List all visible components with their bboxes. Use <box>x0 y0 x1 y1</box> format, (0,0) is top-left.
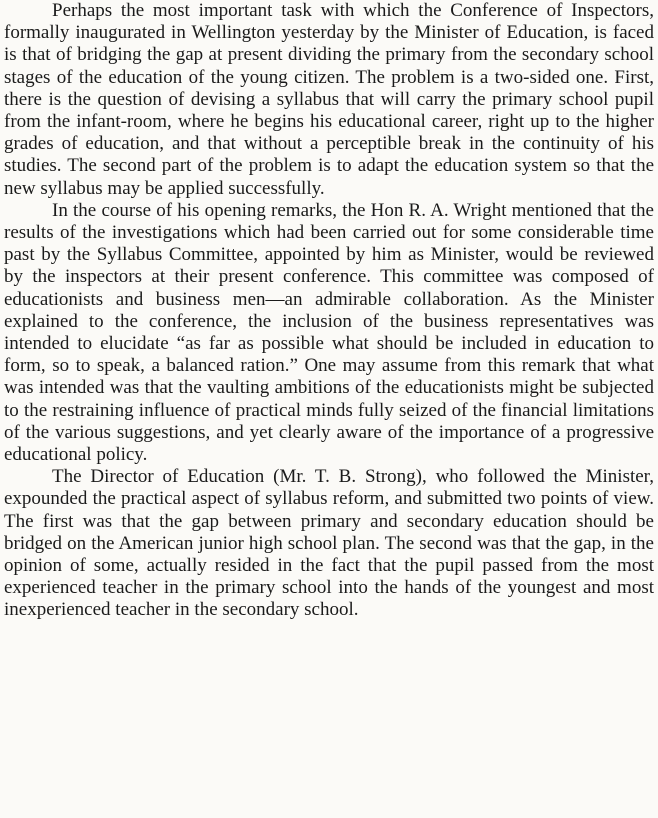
paragraph-2: In the course of his opening remarks, the Hon R. A. Wright mentioned that the results of the investigations which had been carried out for some considerable time past by the Syllabus Committee, appointed by him as Minister, would be reviewed by the inspectors at their present conference. This committee was composed of educationists and business men—an admirable collaboration. As the Minister explained to the conference, the inclusion of the business representatives was intended to elucidate “as far as possible what should be included in education to form, so to speak, a balanced ration.” One may assume from this remark that what was intended was that the vaulting ambitions of the educationists might be subjected to the restraining influence of practical minds fully seized of the financial limitations of the various suggestions, and yet clearly aware of the importance of a progressive educational policy. <box>4 199 654 466</box>
article-body <box>4 0 654 622</box>
paragraph-1: Perhaps the most important task with which the Conference of Inspectors, formally inaugurated in Wellington yesterday by the Minister of Education, is faced is that of bridging the gap at present dividing the primary from the secondary school stages of the education of the young citizen. The problem is a two-sided one. First, there is the question of devising a syllabus that will carry the primary school pupil from the infant-room, where he begins his educational career, right up to the higher grades of education, and that without a perceptible break in the continuity of his studies. The second part of the problem is to adapt the education system so that the new syllabus may be applied successfully. <box>4 0 654 199</box>
paragraph-3: The Director of Education (Mr. T. B. Strong), who followed the Minister, expounded the practical aspect of syllabus reform, and submitted two points of view. The first was that the gap between primary and secondary education should be bridged on the American junior high school plan. The second was that the gap, in the opinion of some, actually resided in the fact that the pupil passed from the most experienced teacher in the primary school into the hands of the youngest and most inexperienced teacher in the secondary school. <box>4 466 654 621</box>
